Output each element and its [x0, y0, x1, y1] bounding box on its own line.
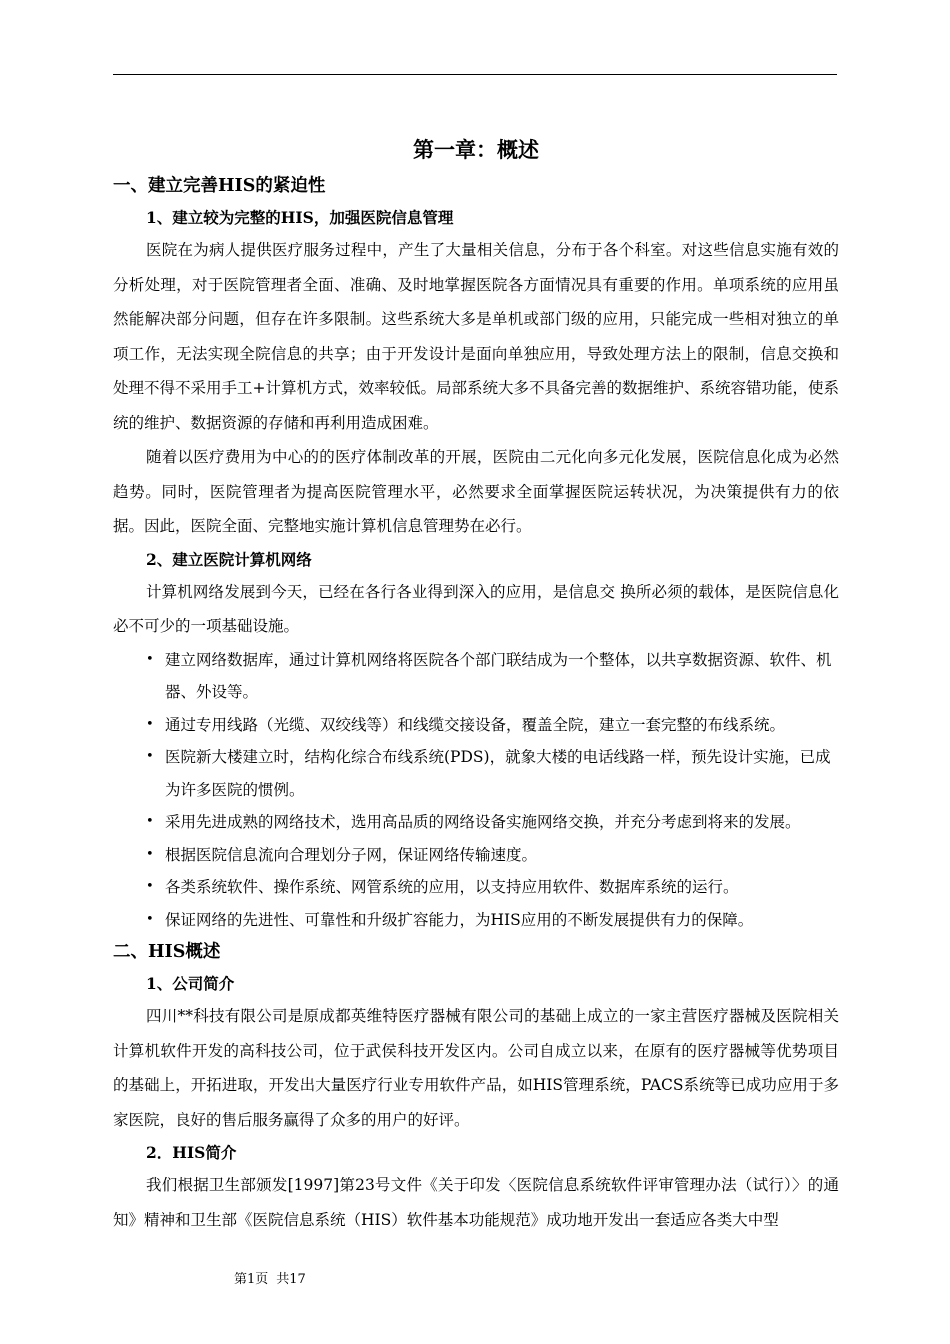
section-heading: 二、HIS概述 [113, 942, 221, 962]
subsection-heading: 1、公司简介 [146, 974, 235, 993]
subsection-heading: 2．HIS简介 [146, 1143, 237, 1162]
bullet-icon: • [146, 911, 154, 927]
bullet-icon: • [146, 879, 154, 894]
bullet-icon: • [146, 814, 154, 829]
list-item [113, 871, 839, 904]
list-item-text: 保证网络的先进性、可靠性和升级扩容能力，为HIS应用的不断发展提供有力的保障。 [165, 910, 754, 929]
chapter-title: 第一章：概述 [413, 137, 539, 162]
paragraph: 我们根据卫生部颁发[1997]第23号文件《关于印发〈医院信息系统软件评审管理办法（试行）〉的通知》精神和卫生部《医院信息系统（HIS）软件基本功能规范》成功地开发出一套适应各类大中型 [113, 1176, 839, 1229]
list-item-text: 根据医院信息流向合理划分子网，保证网络传输速度。 [165, 845, 538, 864]
bullet-icon: • [146, 749, 154, 764]
header-rule [113, 74, 837, 75]
page-total: 共17 [276, 1272, 306, 1287]
list-item-text: 医院新大楼建立时，结构化综合布线系统(PDS)，就象大楼的电话线路一样，预先设计实施，已成为许多医院的惯例。 [165, 748, 831, 799]
bullet-icon: • [146, 651, 154, 667]
page-number: 第1页 [234, 1272, 269, 1287]
bullet-icon: • [146, 846, 154, 862]
bullet-list [113, 644, 839, 937]
list-item [113, 904, 839, 937]
subsection-heading: 1、建立较为完整的HIS，加强医院信息管理 [146, 208, 454, 227]
list-item-text: 采用先进成熟的网络技术，选用高品质的网络设备实施网络交换，并充分考虑到将来的发展。 [165, 813, 801, 831]
list-item [113, 644, 839, 709]
list-item [113, 709, 839, 742]
paragraph: 医院在为病人提供医疗服务过程中，产生了大量相关信息，分布于各个科室。对这些信息实施有效的分析处理，对于医院管理者全面、准确、及时地掌握医院各方面情况具有重要的作用。单项系统的应用虽然能解决部分问题，但存在许多限制。这些系统大多是单机或部门级的应用，只能完成一些相对独立的单项工作，无法实现全院信息的共享；由于开发设计是面向单独应用，导致处理方法上的限制，信息交换和处理不得不采用手工+计算机方式，效率较低。局部系统大多不具备完善的数据维护、系统容错功能，使系统的维护、数据资源的存储和再利用造成困难。 [113, 241, 839, 432]
page-footer [234, 1268, 314, 1287]
section-heading: 一、建立完善HIS的紧迫性 [113, 176, 326, 196]
paragraph: 计算机网络发展到今天，已经在各行各业得到深入的应用，是信息交 换所必须的载体，是医院信息化必不可少的一项基础设施。 [113, 582, 839, 635]
list-item-text: 建立网络数据库，通过计算机网络将医院各个部门联结成为一个整体，以共享数据资源、软件、机器、外设等。 [165, 650, 832, 701]
paragraph: 四川**科技有限公司是原成都英维特医疗器械有限公司的基础上成立的一家主营医疗器械及医院相关计算机软件开发的高科技公司，位于武侯科技开发区内。公司自成立以来，在原有的医疗器械等优势项目的基础上，开拓进取，开发出大量医疗行业专用软件产品，如HIS管理系统，PACS系统等已成功应用于多家医院，良好的售后服务赢得了众多的用户的好评。 [113, 1007, 839, 1129]
list-item [113, 806, 839, 839]
list-item [113, 741, 839, 806]
list-item-text: 通过专用线路（光缆、双绞线等）和线缆交接设备，覆盖全院，建立一套完整的布线系统。 [165, 715, 786, 734]
list-item [113, 839, 839, 872]
bullet-icon: • [146, 716, 154, 732]
list-item-text: 各类系统软件、操作系统、网管系统的应用，以支持应用软件、数据库系统的运行。 [165, 878, 739, 896]
subsection-heading: 2、建立医院计算机网络 [146, 549, 312, 569]
paragraph: 随着以医疗费用为中心的的医疗体制改革的开展，医院由二元化向多元化发展，医院信息化成为必然趋势。同时，医院管理者为提高医院管理水平，必然要求全面掌握医院运转状况，为决策提供有力的依据。因此，医院全面、完整地实施计算机信息管理势在必行。 [113, 448, 839, 535]
document-page [113, 130, 839, 1237]
